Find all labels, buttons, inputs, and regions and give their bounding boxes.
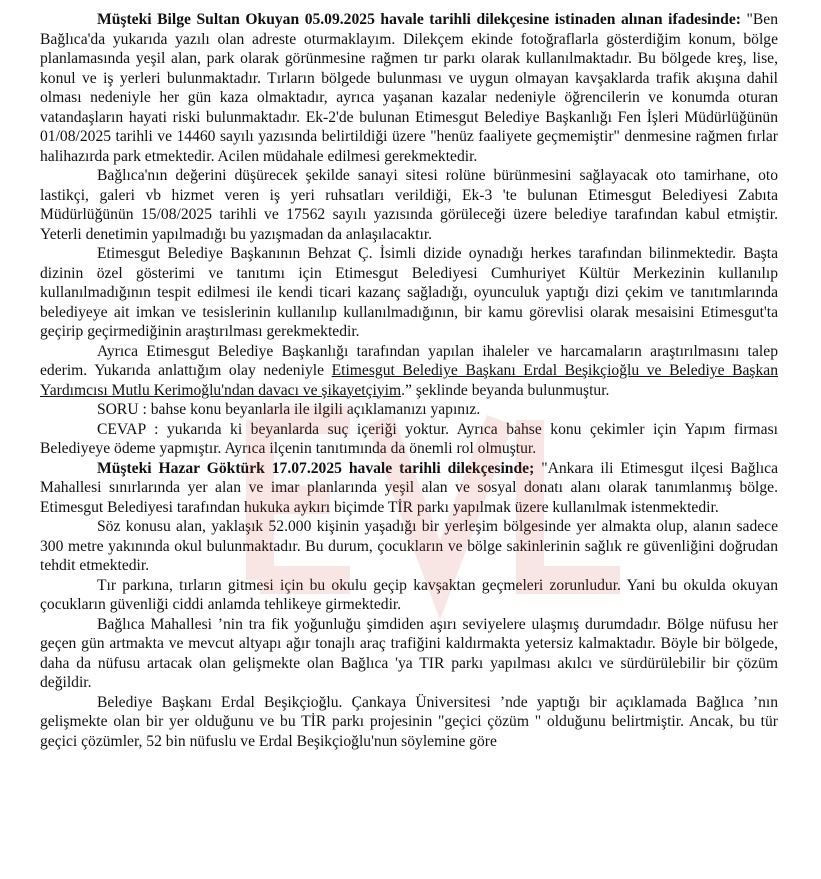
complainant-heading-1: Müşteki Bilge Sultan Okuyan 05.09.2025 havale tarihli dilekçesine istinaden alınan ifadesinde: <box>97 11 741 28</box>
paragraph-traffic: Bağlıca Mahallesi ’nin tra fik yoğunluğu şimdiden aşırı seviyelere ulaşmış durumdadır. Bölge nüfusu her geçen gün artmakta ve mevcut altyapı ağır tonajlı araç trafiğini kaldırmakta yetersiz kalmaktadır. Böyle bir bölgede, daha da nüfusu artacak olan gelişmekte olan Bağlıca 'ya TIR parkı yapılması akılcı ve sürdürülebilir bir çözüm değildir. <box>40 615 778 691</box>
paragraph-school-safety: Tır parkına, tırların gitmesi için bu okulu geçip kavşaktan geçmeleri zorunludur. Yani bu okulda okuyan çocukların güvenliği ciddi anlamda tehlikeye girmektedir. <box>40 576 778 613</box>
paragraph-bilge-sultan-statement <box>40 10 778 166</box>
paragraph-answer: CEVAP : yukarıda ki beyanlarda suç içeriği yoktur. Ayrıca bahse konu çekimler için Yapım firması Belediyeye ödeme yapmıştır. Ayrıca ilçenin tanıtımında da önemli rol olmuştur. <box>40 420 778 457</box>
statement-text-2: "Ankara ili Etimesgut ilçesi Bağlıca Mahallesi sınırlarında yer alan ve imar planlarında yeşil alan ve sosyal donatı alanı olarak tanımlanmış bölge. Etimesgut Belediyesi tarafından hukuka aykırı biçimde TİR parkı yapılmak üzere kullanılmak istenmektedir. <box>40 459 779 516</box>
complainant-heading-2: Müşteki Hazar Göktürk 17.07.2025 havale tarihli dilekçesinde; <box>97 459 535 477</box>
complaint-text: Ayrıca Etimesgut Belediye Başkanlığı tarafından yapılan ihaleler ve harcamaların araştırılmasını talep ederim. Yukarıda anlattığım olay nedeniyle <box>40 342 778 379</box>
paragraph-hazar-gokturk-petition <box>40 459 778 518</box>
complaint-tail: .” şeklinde beyanda bulunmuştur. <box>401 381 610 399</box>
complaint-underlined: Etimesgut Belediye Başkanı Erdal Beşikçioğlu ve Belediye Başkan Yardımcısı Mutlu Kerimoğlu'ndan davacı ve şikayetçiyim <box>40 362 778 399</box>
paragraph-population: Söz konusu alan, yaklaşık 52.000 kişinin yaşadığı bir yerleşim bölgesinde yer almakta olup, alanın sadece 300 metre yakınında okul bulunmaktadır. Bu durum, çocukların ve bölge sakinlerinin sağlık re güvenliğini doğrudan tehdit etmektedir. <box>40 518 778 574</box>
paragraph-complaint <box>40 342 778 401</box>
paragraph-question: SORU : bahse konu beyanlarla ile ilgili açıklamanızı yapınız. <box>97 401 481 418</box>
document-page <box>40 10 778 751</box>
statement-text-1: "Ben Bağlıca'da yukarıda yazılı olan adreste oturmaklayım. Dilekçem ekinde fotoğraflarla gösterdiğim konum, bölge planlamasında yeşil alan, park olarak görünmesine rağmen tır parkı olarak kullanılmaktadır. Bu bölgede kreş, lise, konul ve iş yerleri bulunmaktadır. Tırların bölgede bulunması ve uygun olmayan kavşaklarda trafik akışına dahil olması nedeniyle her gün kaza olmaktadır, ayrıca yaşanan kazalar nedeniyle öğrencilerin ve konumda oturan vatandaşların hayati riski bulunmaktadır. Ek-2'de bulunan Etimesgut Belediye Başkanlığı Fen İşleri Müdürlüğünün 01/08/2025 tarihli ve 14460 sayılı yazısında belirtildiği üzere "henüz faaliyete geçmemiştir" denmesine rağmen fırlar halihazırda park etmektedir. Acilen müdahale edilmesi gerekmektedir. <box>40 11 778 165</box>
paragraph-industrial-site: Bağlıca'nın değerini düşürecek şekilde sanayi sitesi rolüne bürünmesini sağlayacak oto tamirhane, oto lastikçi, galeri vb hizmet veren iş yeri ruhsatları verildiği, Ek-3 'te bulunan Etimesgut Belediyesi Zabıta Müdürlüğünün 15/08/2025 tarihli ve 17562 sayılı yazısında görüleceği üzere belediye tarafından kabul etmiştir. Yeterli denetimin yapılmadığı bu yazışmadan da anlaşılacaktır. <box>40 167 778 243</box>
paragraph-mayor-statement: Belediye Başkanı Erdal Beşikçioğlu. Çankaya Üniversitesi ’nde yaptığı bir açıklamada Bağlıca ’nın gelişmekte olan bir yer olduğunu ve bu TİR parkı projesinin "geçici çözüm " olduğunu belirtmiştir. Ancak, bu tür geçici çözümler, 52 bin nüfuslu ve Erdal Beşikçioğlu'nun söylemine göre <box>40 693 778 750</box>
paragraph-tv-series: Etimesgut Belediye Başkanının Behzat Ç. İsimli dizide oynadığı herkes tarafından bilinmektedir. Başta dizinin özel gösterimi ve tanıtımı için Etimesgut Belediyesi Cumhuriyet Kültür Merkezinin kullanılıp kullanılmadığının tespit edilmesi ile kendi ticari kazanç sağladığı, oyunculuk yaptığı dizi çekim ve tanıtımlarında belediyeye ait imkan ve tesislerinin kullanılıp kullanılmadığının, bir kamu görevlisi olarak mesaisini Etimesgut'ta geçirip geçirmediğinin araştırılması gerekmektedir. <box>40 245 778 340</box>
